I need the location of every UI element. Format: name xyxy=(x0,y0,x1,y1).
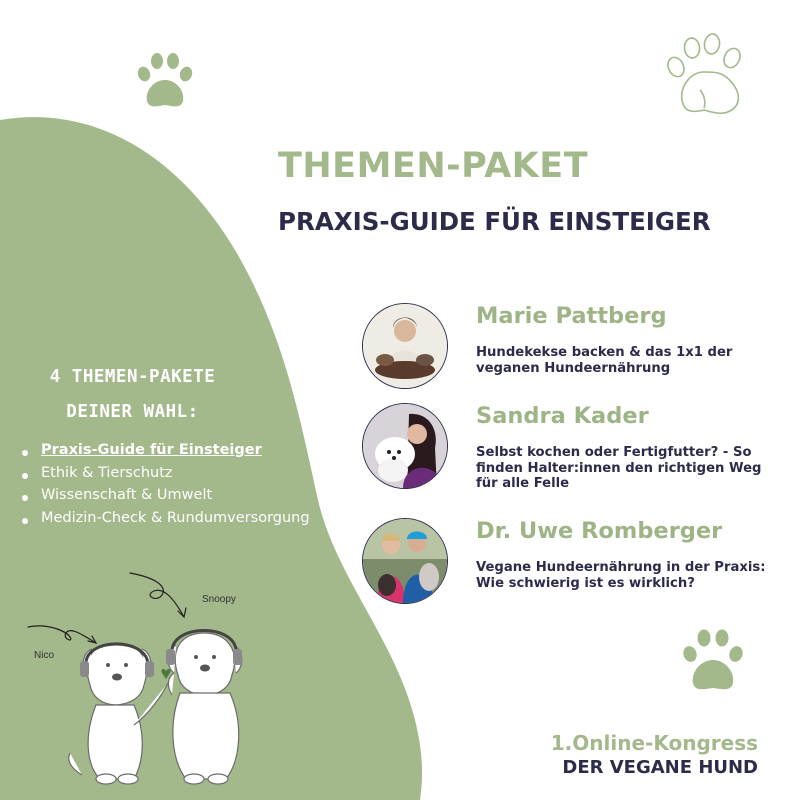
paw-print-icon xyxy=(134,52,196,112)
speaker-talk-title: Hundekekse backen & das 1x1 der veganen Hundeernährung xyxy=(476,345,733,376)
package-item[interactable] xyxy=(22,487,310,510)
speaker-avatar xyxy=(362,518,448,604)
packages-list xyxy=(22,442,310,532)
dog-name-label: Nico xyxy=(34,650,55,661)
speaker-card xyxy=(362,303,782,393)
packages-heading: DEINER WAHL: xyxy=(66,402,199,422)
paw-print-icon xyxy=(680,628,746,696)
speaker-talk-title: Vegane Hundeernährung in der Praxis: Wie schwierig ist es wirklich? xyxy=(476,560,766,591)
speaker-name: Marie Pattberg xyxy=(476,303,667,329)
speaker-talk-title: Selbst kochen oder Fertigfutter? - So finden Halter:innen den richtigen Weg für alle Felle xyxy=(476,445,762,491)
speaker-name: Sandra Kader xyxy=(476,403,649,429)
packages-heading: 4 THEMEN-PAKETE xyxy=(49,367,216,387)
package-item-label: Medizin-Check & Rundumversorgung xyxy=(41,509,310,526)
page-title: THEMEN-PAKET xyxy=(278,146,589,186)
speaker-name: Dr. Uwe Romberger xyxy=(476,518,723,544)
package-item[interactable] xyxy=(22,510,310,533)
dog-name-label: Snoopy xyxy=(202,594,236,605)
congress-title: 1.Online-Kongress xyxy=(550,731,758,755)
speaker-card xyxy=(362,518,782,608)
package-item-label: Wissenschaft & Umwelt xyxy=(41,487,213,503)
speaker-avatar xyxy=(362,303,448,389)
congress-name: DER VEGANE HUND xyxy=(562,757,758,778)
speaker-card xyxy=(362,403,782,493)
package-item[interactable] xyxy=(22,465,310,488)
paw-outline-icon xyxy=(660,32,752,128)
package-item-label: Ethik & Tierschutz xyxy=(41,464,173,481)
package-item[interactable] xyxy=(22,442,310,465)
package-item-label: Praxis-Guide für Einsteiger xyxy=(41,442,262,458)
page-subtitle: PRAXIS-GUIDE FÜR EINSTEIGER xyxy=(278,207,711,236)
speaker-avatar xyxy=(362,403,448,489)
